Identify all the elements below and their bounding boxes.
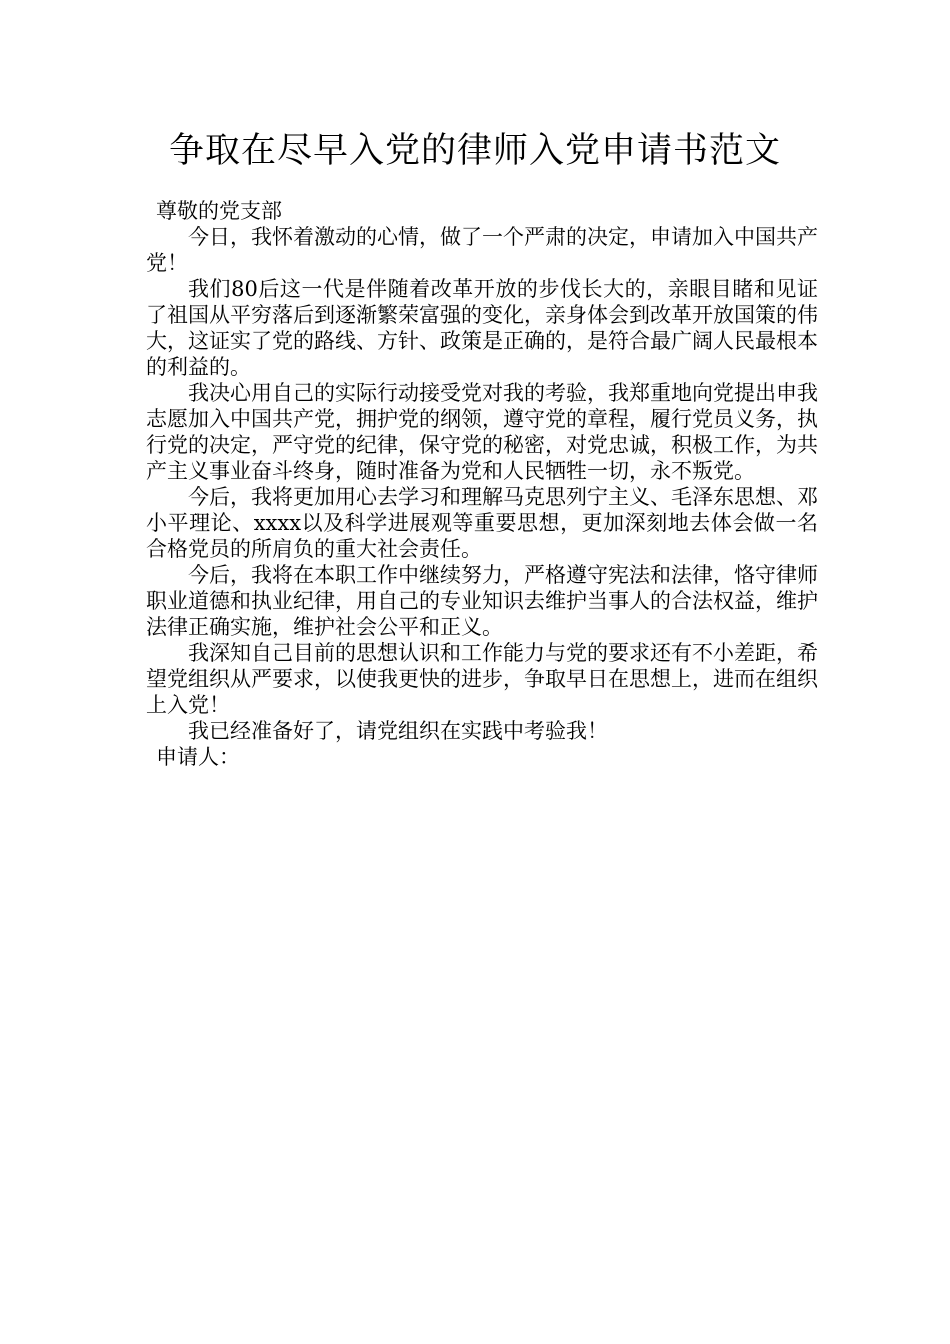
paragraph-2: 我们80后这一代是伴随着改革开放的步伐长大的，亲眼目睹和见证了祖国从平穷落后到逐渐繁荣富强的变化，亲身体会到改革开放国策的伟大，这证实了党的路线、方针、政策是正确的，是符合最广阔人民最根本的利益的。: [146, 277, 818, 379]
document-body: [146, 198, 818, 770]
paragraph-5: 今后，我将在本职工作中继续努力，严格遵守宪法和法律，恪守律师职业道德和执业纪律，用自己的专业知识去维护当事人的合法权益，维护法律正确实施，维护社会公平和正义。: [146, 563, 818, 639]
paragraph-4: 今后，我将更加用心去学习和理解马克思列宁主义、毛泽东思想、邓小平理论、xxxx以及科学进展观等重要思想，更加深刻地去体会做一名合格党员的所肩负的重大社会责任。: [146, 485, 818, 561]
paragraph-3: 我决心用自己的实际行动接受党对我的考验，我郑重地向党提出申我志愿加入中国共产党，拥护党的纲领，遵守党的章程，履行党员义务，执行党的决定，严守党的纪律，保守党的秘密，对党忠诚，积极工作，为共产主义事业奋斗终身，随时准备为党和人民牺牲一切，永不叛党。: [146, 381, 818, 483]
paragraph-6: 我深知自己目前的思想认识和工作能力与党的要求还有不小差距，希望党组织从严要求，以使我更快的进步，争取早日在思想上，进而在组织上入党！: [146, 641, 818, 717]
signature-line: 申请人：: [156, 745, 240, 769]
paragraph-7: 我已经准备好了，请党组织在实践中考验我！: [188, 719, 608, 743]
document-title: 争取在尽早入党的律师入党申请书范文: [168, 131, 781, 171]
salutation: 尊敬的党支部: [156, 199, 282, 223]
paragraph-1: 今日，我怀着激动的心情，做了一个严肃的决定，申请加入中国共产党！: [146, 225, 818, 275]
